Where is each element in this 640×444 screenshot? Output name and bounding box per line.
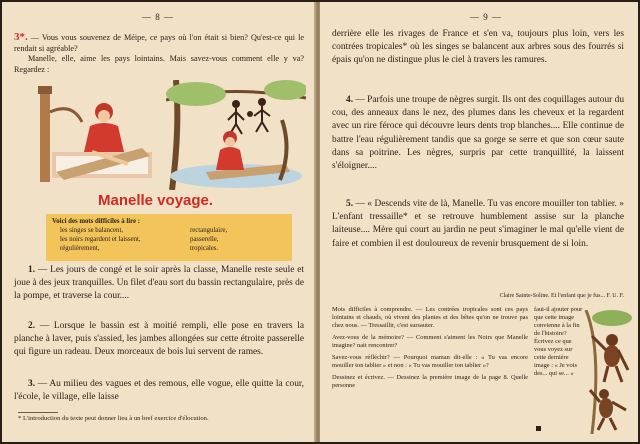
- paragraph-1: [14, 264, 304, 304]
- paragraph-text: — Lorsque le bassin est à moitié rempli, elle pose en travers la planche à laver, puis s'assied, les jambes allongées sur cette étroite passerelle qui figure un radeau. Deux morceaux de bois lui servent de rames.: [14, 321, 305, 358]
- paragraph-text: — « Descends vite de là, Manelle. Tu vas encore mouiller ton tablier. » L'enfant tressaille* et se retrouve humblement assise sur la planche laiteuse.... Mère qui court au jardin ne peut s'imaginer le mal qu'elle vient de faire et combien il est douloureux de revenir brusquement de si loin.: [332, 199, 624, 249]
- note-drawing: Dessinez et écrivez. — Dessinez la première image de la page 8. Quelle personne: [332, 374, 528, 389]
- vocab-word: tropicales.: [190, 245, 219, 252]
- paragraph-4: [332, 94, 624, 173]
- paragraph-2: [14, 320, 304, 360]
- vocabulary-box: [46, 214, 292, 261]
- right-page: [320, 2, 638, 442]
- illustration-jungle-monkeys: [166, 80, 306, 190]
- paragraph-number: 4.: [346, 95, 354, 105]
- left-page: [2, 2, 316, 442]
- illustration-monkeys-on-vine: [582, 310, 634, 434]
- paragraph-continued: derrière elle les rivages de France et s'en va, toujours plus loin, vers les contrées tropicales* où les singes se balancent aux arbres sous des fourrés si épais qu'on ne distingue plus le ciel à travers les ramures.: [332, 29, 624, 66]
- page-number: — 9 —: [470, 12, 502, 22]
- vocab-word: les singes se balancent,: [60, 227, 124, 234]
- vocab-word: les noirs regardent et laissent,: [60, 236, 141, 243]
- paragraph-number: 5.: [346, 199, 354, 209]
- vocab-word: régulièrement,: [60, 245, 100, 252]
- vocabulary-heading: Voici des mots difficiles à lire :: [52, 218, 140, 225]
- paragraph-5: [332, 198, 624, 251]
- page-end-marker: [536, 426, 541, 431]
- footnote-rule: [18, 412, 58, 413]
- paragraph-number: 2.: [28, 321, 36, 331]
- footnote: * L'introduction du texte peut donner lieu à un bref exercice d'élocution.: [18, 415, 209, 422]
- paragraph-3: [14, 378, 304, 404]
- paragraph-number: 1.: [28, 265, 36, 275]
- note-reflection: Savez-vous réfléchir? — Pourquoi maman dit-elle : « Tu vas encore mouiller ton tablier » et non : « Tu vas mouiller ton tablier »?: [332, 354, 528, 369]
- page-number: — 8 —: [142, 12, 174, 22]
- paragraph-text: — Les jours de congé et le soir après la classe, Manelle reste seule et joue à des jeux tranquilles. Un filet d'eau sort du bassin rectangulaire, près de la pompe, et traverse la cour....: [14, 265, 304, 302]
- intro-instruction: Manelle, elle, aime les pays lointains. Mais savez-vous comment elle y va? Regardez :: [14, 54, 304, 74]
- paragraph-text: — Parfois une troupe de nègres surgit. Ils ont des coquillages autour du cou, des anneaux dans le nez, des plumes dans les cheveux et la regardent avec un rire féroce qui découvre leurs dents trop blanches.... Elle continue de battre l'eau régulièrement tandis que sa gorge se serre et que son cœur saute dans sa poitrine. Les nègres, surpris par cette tranquillité, la laissent s'éloigner....: [332, 95, 625, 172]
- vocab-word: rectangulaire,: [190, 227, 228, 234]
- paragraph-text: — Au milieu des vagues et des remous, elle vogue, elle quitte la cour, l'école, le village, elle laisse: [14, 379, 304, 403]
- vocabulary-column-2: [190, 226, 227, 253]
- intro-question: — Vous vous souvenez de Méipe, ce pays où l'on était si bien? Qu'est-ce qui le rendait si agréable?: [14, 33, 304, 53]
- vocabulary-column-1: [60, 226, 141, 253]
- illustration-girl-on-raft: [32, 82, 160, 190]
- note-memory: Avez-vous de la mémoire? — Comment s'aiment les Noirs que Manelle imagine? nait rencontrer?: [332, 334, 528, 349]
- note-vocabulary: Mots difficiles à comprendre. — Les contrées tropicales sont ces pays lointains et chauds, où vivent des plantes et des bêtes qu'on ne trouve pas chez nous. — Tressaillir, c'est sursauter.: [332, 306, 528, 329]
- intro-text: [14, 32, 304, 75]
- exercise-notes: [332, 306, 528, 390]
- side-note: faut-il ajouter pour que cette image convienne à la fin de l'histoire? Écrivez ce que vous voyez sur cette dernière image : « Je vois des... qui se... »: [534, 306, 583, 377]
- source-citation: Claire Sainte-Soline. Et l'enfant que je fus... F. U. F.: [499, 293, 624, 299]
- story-title: Manelle voyage.: [98, 192, 214, 209]
- paragraph-number: 3.: [28, 379, 36, 389]
- lesson-number: 3*.: [14, 31, 28, 43]
- vocab-word: passerelle,: [190, 236, 219, 243]
